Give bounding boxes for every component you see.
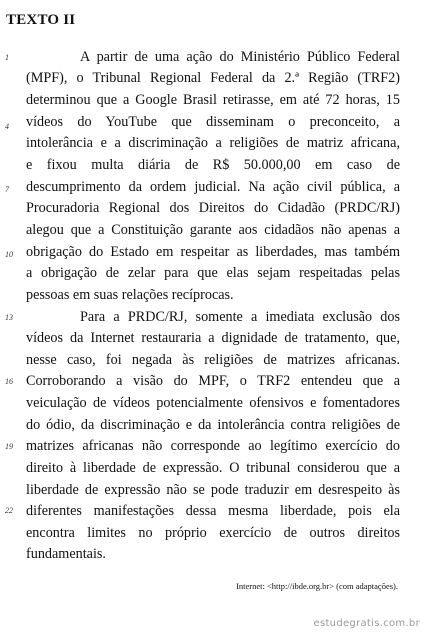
line-number: 19 — [5, 442, 13, 451]
text-line: do ódio, da discriminação e da intolerância contra religiões de — [26, 417, 400, 433]
text-line: Corroborando a visão do MPF, o TRF2 entendeu que a — [26, 373, 400, 389]
text-line: matrizes africanas não corresponde ao legítimo exercício do — [26, 438, 400, 454]
text-line: encontra limites no próprio exercício de outros direitos — [26, 525, 400, 541]
line-number: 10 — [5, 250, 13, 259]
text-line: intolerância e a discriminação a religiões de matriz africana, — [26, 135, 400, 151]
text-line: alegou que a Constituição garante aos cidadãos não apenas a — [26, 222, 400, 238]
text-line: direito à liberdade de expressão. O tribunal considerou que a — [26, 460, 400, 476]
text-line: vídeos da Internet restauraria a dignidade de tratamento, que, — [26, 330, 400, 346]
text-line: obrigação do Estado em respeitar as liberdades, mas também — [26, 244, 400, 260]
text-line: pessoas em suas relações recíprocas. — [26, 287, 234, 303]
text-line: diferentes manifestações dessa mesma liberdade, pois ela — [26, 503, 400, 519]
site-watermark: estudegratis.com.br — [313, 618, 420, 629]
text-line: nesse caso, foi negada às religiões de matrizes africanas. — [26, 352, 400, 368]
line-number: 16 — [5, 377, 13, 386]
text-line: determinou que a Google Brasil retirasse, em até 72 horas, 15 — [26, 92, 400, 108]
line-number: 1 — [5, 53, 9, 62]
text-line: liberdade de expressão não se pode traduzir em desrespeito às — [26, 482, 400, 498]
text-line: (MPF), o Tribunal Regional Federal da 2.ª Região (TRF2) — [26, 70, 400, 86]
source-citation: Internet: <http://ibde.org.br> (com adaptações). — [236, 581, 398, 591]
text-line: descumprimento da ordem judicial. Na ação civil pública, a — [26, 179, 400, 195]
line-number: 22 — [5, 506, 13, 515]
text-line: Para a PRDC/RJ, somente a imediata exclusão dos — [80, 309, 400, 325]
text-line: Procuradoria Regional dos Direitos do Cidadão (PRDC/RJ) — [26, 200, 400, 216]
text-line: A partir de uma ação do Ministério Público Federal — [80, 49, 400, 65]
line-number: 13 — [5, 313, 13, 322]
text-title: TEXTO II — [6, 12, 76, 28]
line-number: 4 — [5, 122, 9, 131]
text-line: veiculação de vídeos potencialmente ofensivos e fomentadores — [26, 395, 400, 411]
line-number: 7 — [5, 185, 9, 194]
text-line: vídeos do YouTube que disseminam o preconceito, a — [26, 114, 400, 130]
text-line: a obrigação de zelar para que elas sejam respeitadas pelas — [26, 265, 400, 281]
text-line: e fixou multa diária de R$ 50.000,00 em caso de — [26, 157, 400, 173]
text-line: fundamentais. — [26, 546, 106, 562]
